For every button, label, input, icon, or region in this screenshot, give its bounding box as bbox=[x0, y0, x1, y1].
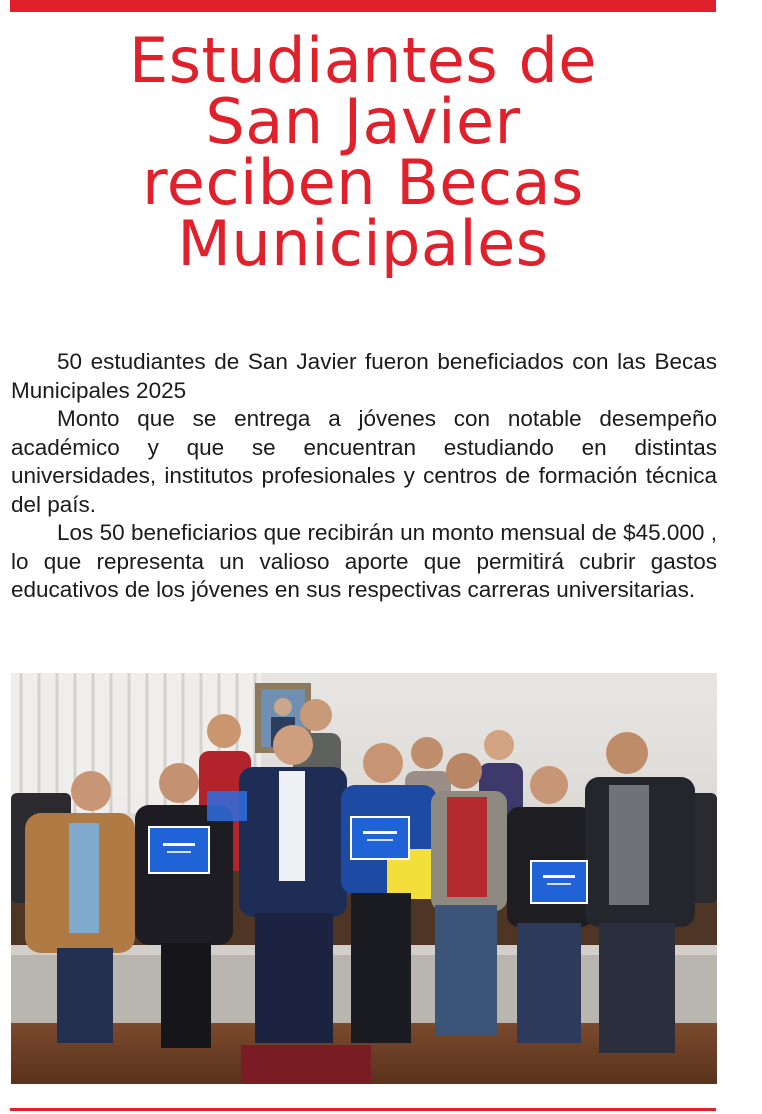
headline-line-2: San Javier bbox=[205, 85, 521, 158]
headline-line-1: Estudiantes de bbox=[129, 24, 597, 97]
headline bbox=[10, 24, 716, 280]
group-photo bbox=[11, 673, 717, 1084]
paragraph-3: Los 50 beneficiarios que recibirán un monto mensual de $45.000 , lo que representa un valioso aporte que permitirá cubrir gastos educativos de los jóvenes en sus respectivas carreras universitarias. bbox=[11, 520, 717, 602]
top-red-rule bbox=[10, 0, 716, 12]
bottom-red-rule bbox=[10, 1108, 716, 1111]
paragraph-2: Monto que se entrega a jóvenes con notable desempeño académico y que se encuentran estudiando en distintas universidades, institutos profesionales y centros de formación técnica del país. bbox=[11, 406, 717, 517]
paragraph-1: 50 estudiantes de San Javier fueron beneficiados con las Becas Municipales 2025 bbox=[11, 349, 717, 403]
article-body bbox=[11, 348, 717, 605]
headline-line-3: reciben Becas bbox=[142, 146, 584, 219]
headline-line-4: Municipales bbox=[177, 207, 549, 280]
